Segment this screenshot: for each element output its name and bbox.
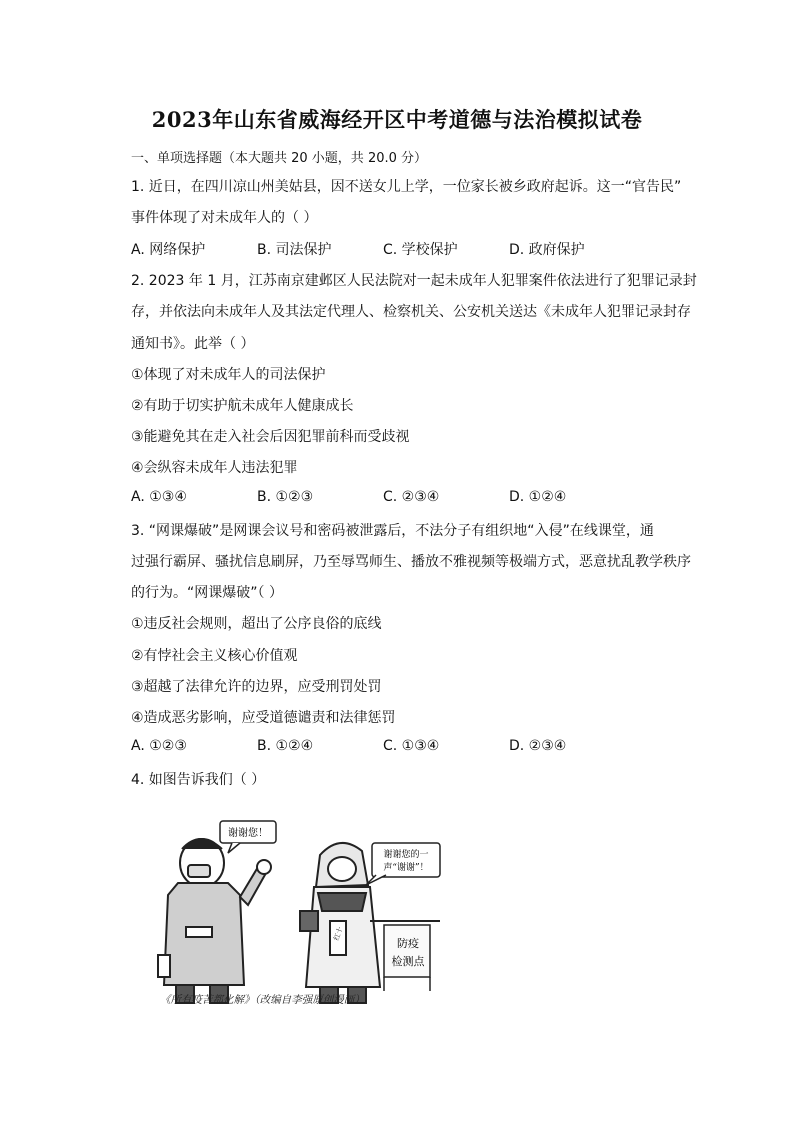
cartoon-caption: 《所有疫苦都化解》（改编自李强原创漫画） xyxy=(160,994,365,1006)
cartoon-illustration xyxy=(140,815,460,1015)
q2-item-3: ③能避免其在走入社会后因犯罪前科而受歧视 xyxy=(131,429,410,445)
q3-option-a: A. ①②③ xyxy=(131,738,187,754)
speech-bubble-right xyxy=(366,843,440,885)
section-heading: 一、单项选择题（本大题共 20 小题，共 20.0 分） xyxy=(131,151,428,166)
speech-bubble-left-text: 谢谢您！ xyxy=(228,828,268,839)
q1-line-2: 事件体现了对未成年人的（ ） xyxy=(131,210,318,226)
q3-option-b: B. ①②④ xyxy=(257,738,314,754)
exam-title: 2023年山东省威海经开区中考道德与法治模拟试卷 xyxy=(151,107,643,132)
q1-option-b: B. 司法保护 xyxy=(257,242,332,258)
testing-point-sign xyxy=(370,921,440,991)
q2-option-d: D. ①②④ xyxy=(509,489,567,505)
q2-line-1: 2. 2023 年 1 月，江苏南京建邺区人民法院对一起未成年人犯罪案件依法进行了犯罪记录封 xyxy=(131,273,697,289)
q2-item-1: ①体现了对未成年人的司法保护 xyxy=(131,367,326,383)
q3-item-4: ④造成恶劣影响，应受道德谴责和法律惩罚 xyxy=(131,710,396,726)
q4-line-1: 4. 如图告诉我们（ ） xyxy=(131,772,266,788)
q3-line-3: 的行为。“网课爆破”（ ） xyxy=(131,585,283,601)
q2-option-c: C. ②③④ xyxy=(383,489,440,505)
q2-option-b: B. ①②③ xyxy=(257,489,314,505)
speech-bubble-right-line-2: 声“谢谢”！ xyxy=(383,863,429,873)
volunteer-figure xyxy=(300,843,380,1003)
q3-option-c: C. ①③④ xyxy=(383,738,440,754)
q3-item-1: ①违反社会规则，超出了公序良俗的底线 xyxy=(131,616,382,632)
q1-line-1: 1. 近日，在四川凉山州美姑县，因不送女儿上学，一位家长被乡政府起诉。这一“官告民” xyxy=(131,179,682,195)
q3-line-2: 过强行霸屏、骚扰信息刷屏，乃至辱骂师生、播放不雅视频等极端方式，恶意扰乱教学秩序 xyxy=(131,554,691,570)
q3-item-2: ②有悖社会主义核心价值观 xyxy=(131,648,298,664)
q2-item-4: ④会纵容未成年人违法犯罪 xyxy=(131,460,298,476)
q2-option-a: A. ①③④ xyxy=(131,489,187,505)
q3-line-1: 3. “网课爆破”是网课会议号和密码被泄露后，不法分子有组织地“入侵”在线课堂，通 xyxy=(131,523,654,539)
q1-option-a: A. 网络保护 xyxy=(131,242,206,258)
q1-option-d: D. 政府保护 xyxy=(509,242,585,258)
q2-line-3: 通知书》。此举（ ） xyxy=(131,336,255,352)
q2-item-2: ②有助于切实护航未成年人健康成长 xyxy=(131,398,354,414)
q1-option-c: C. 学校保护 xyxy=(383,242,458,258)
health-worker-figure xyxy=(158,839,271,1003)
sign-text-line-2: 检测点 xyxy=(391,955,425,968)
q3-item-3: ③超越了法律允许的边界，应受刑罚处罚 xyxy=(131,679,382,695)
speech-bubble-right-line-1: 谢谢您的一 xyxy=(383,850,429,860)
q3-option-d: D. ②③④ xyxy=(509,738,567,754)
armband-text: 红十 xyxy=(332,925,345,942)
sign-text-line-1: 防疫 xyxy=(397,937,419,950)
q2-line-2: 存，并依法向未成年人及其法定代理人、检察机关、公安机关送达《未成年人犯罪记录封存 xyxy=(131,304,691,320)
speech-bubble-left xyxy=(220,821,276,853)
